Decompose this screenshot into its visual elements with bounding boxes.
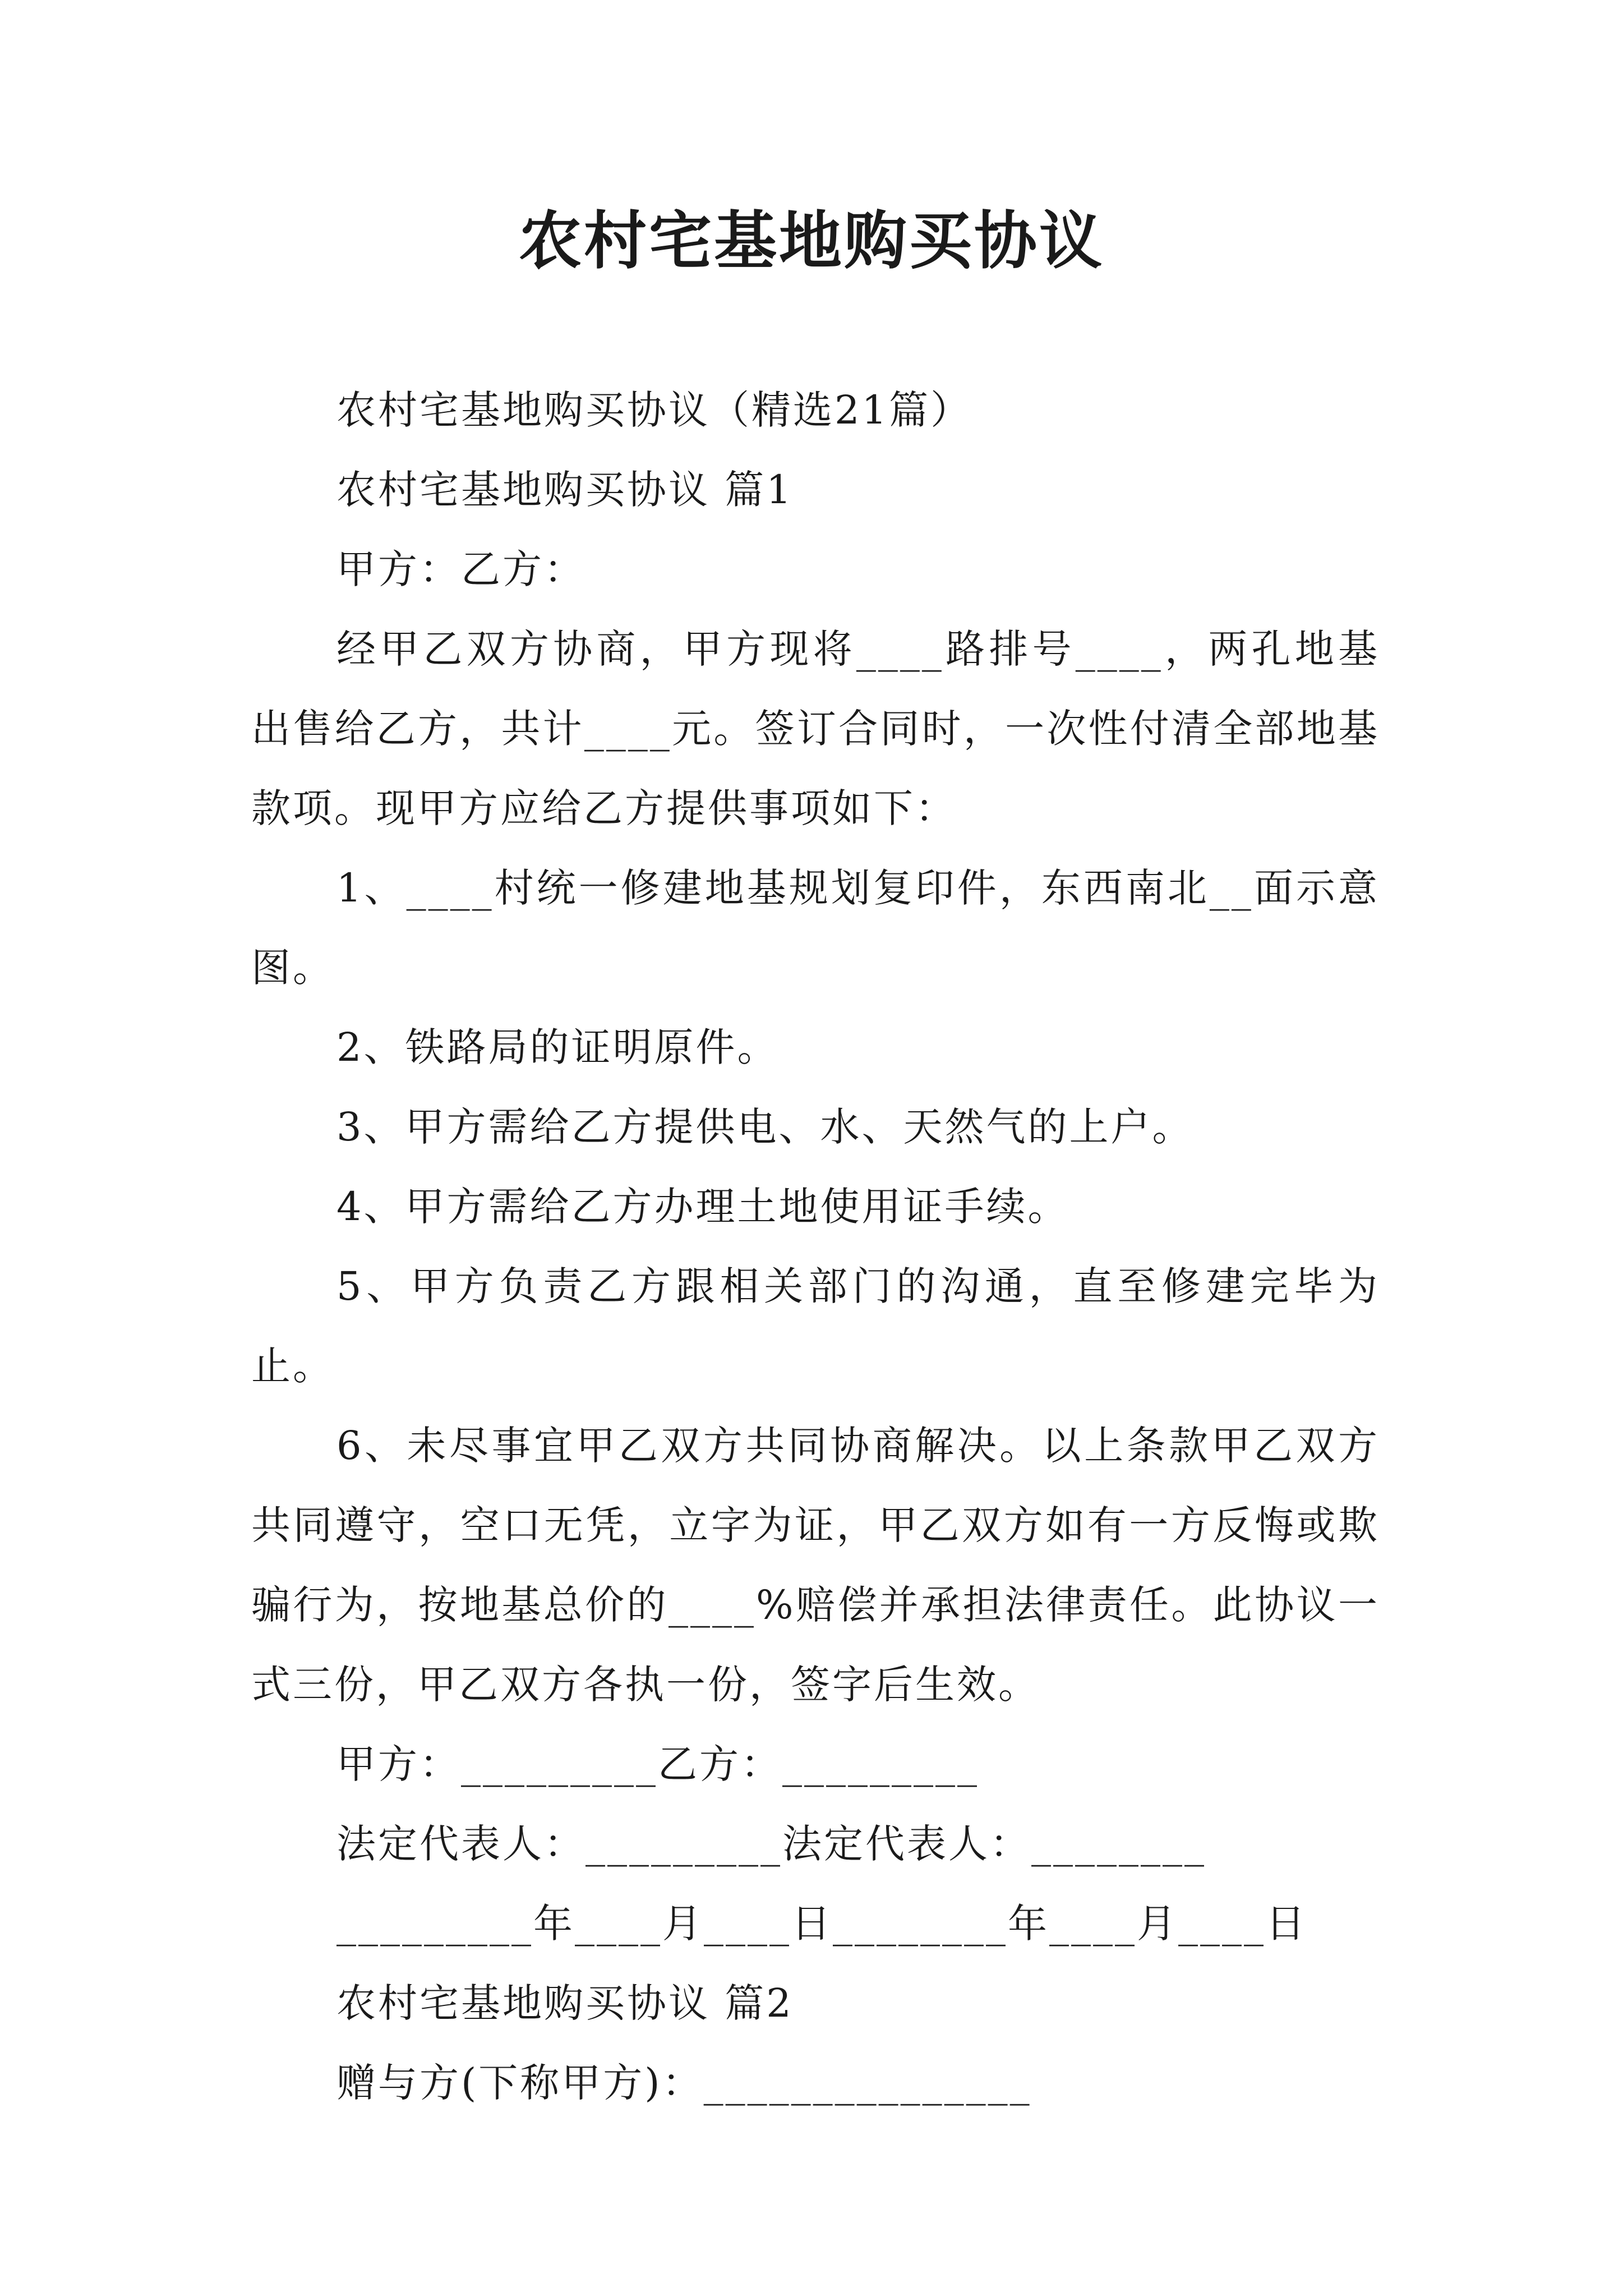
donor-line: 赠与方(下称甲方)：_______________ [336, 2060, 1032, 2106]
signature-date-line: _________年____月____日________年____月____日 [336, 1901, 1307, 1947]
clause-5: 5、甲方负责乙方跟相关部门的沟通，直至修建完毕为止。 [251, 1263, 1380, 1389]
document-body [251, 370, 1380, 2123]
clause-2: 2、铁路局的证明原件。 [336, 1024, 779, 1070]
document-title: 农村宅基地购买协议 [519, 204, 1104, 278]
signature-representative-line: 法定代表人：_________法定代表人：________ [336, 1821, 1206, 1867]
agreement-intro-paragraph: 经甲乙双方协商，甲方现将____路排号____，两孔地基出售给乙方，共计____元。签订合同时，一次性付清全部地基款项。现甲方应给乙方提供事项如下： [251, 626, 1380, 831]
clause-3: 3、甲方需给乙方提供电、水、天然气的上户。 [336, 1104, 1194, 1150]
collection-heading: 农村宅基地购买协议（精选21篇） [336, 387, 972, 433]
parties-line: 甲方：乙方： [336, 546, 585, 592]
signature-parties-line: 甲方：_________乙方：_________ [336, 1741, 979, 1787]
clause-4: 4、甲方需给乙方办理土地使用证手续。 [336, 1184, 1069, 1230]
clause-6: 6、未尽事宜甲乙双方共同协商解决。以上条款甲乙双方共同遵守，空口无凭，立字为证，甲乙双方如有一方反悔或欺骗行为，按地基总价的____%赔偿并承担法律责任。此协议一式三份，甲乙双方各执一份，签字后生效。 [251, 1423, 1380, 1708]
clause-1: 1、____村统一修建地基规划复印件，东西南北__面示意图。 [251, 865, 1380, 991]
article-2-heading: 农村宅基地购买协议 篇2 [336, 1980, 794, 2026]
article-1-heading: 农村宅基地购买协议 篇1 [336, 467, 794, 513]
